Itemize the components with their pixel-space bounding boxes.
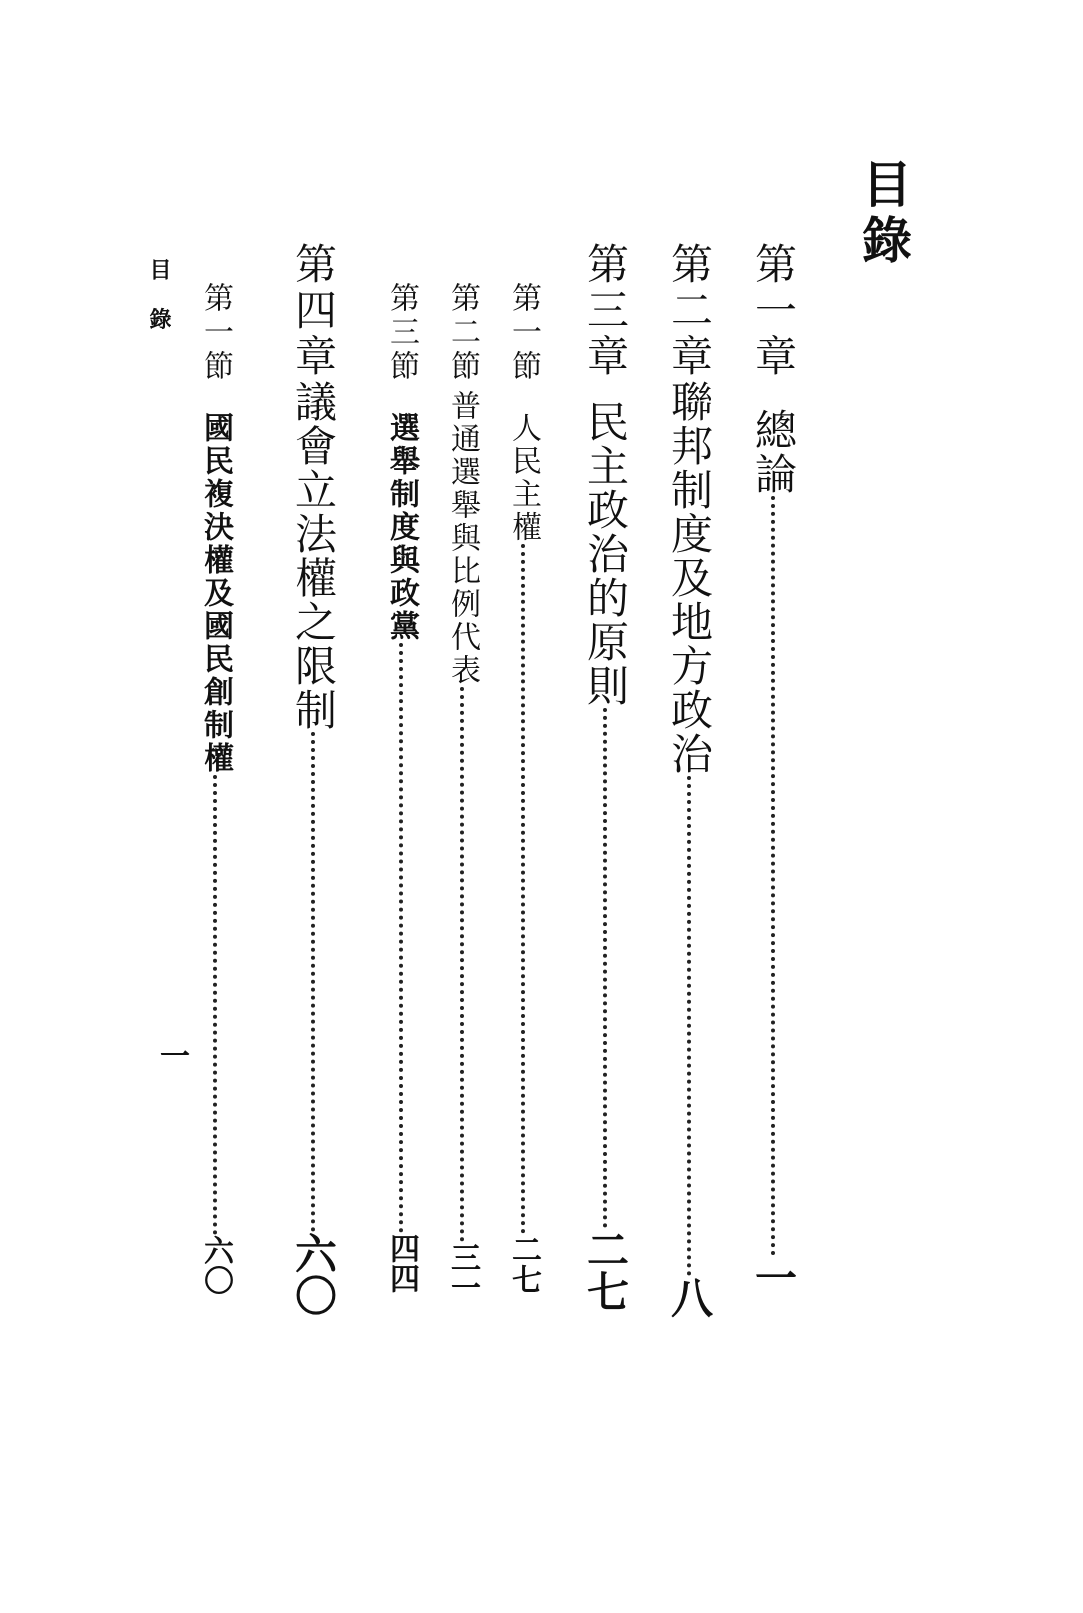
page-title: 目錄 bbox=[854, 158, 913, 270]
toc-entry-section-3-1[interactable] bbox=[506, 282, 541, 1302]
dot-leader bbox=[603, 708, 607, 1228]
entry-heading: 議會立法權之限制 bbox=[289, 380, 338, 732]
dot-leader bbox=[311, 732, 315, 1232]
entry-heading: 聯邦制度及地方政治 bbox=[665, 380, 714, 776]
entry-heading: 普通選舉與比例代表 bbox=[445, 390, 480, 687]
entry-label: 第三節 bbox=[384, 282, 419, 384]
entry-label: 第一節 bbox=[198, 282, 233, 384]
entry-page-number: 四四 bbox=[384, 1233, 419, 1293]
toc-entry-chapter-3[interactable] bbox=[581, 242, 630, 1312]
entry-heading: 國民複決權及國民創制權 bbox=[198, 412, 233, 775]
entry-page-number: 八 bbox=[665, 1276, 714, 1318]
entry-heading: 總論 bbox=[749, 408, 798, 496]
entry-label: 第一節 bbox=[506, 282, 541, 384]
entry-heading: 人民主權 bbox=[506, 412, 541, 544]
entry-label: 第二節 bbox=[445, 282, 480, 384]
entry-heading: 民主政治的原則 bbox=[581, 400, 630, 708]
entry-page-number: 二七 bbox=[506, 1234, 541, 1294]
toc-entry-section-4-1[interactable] bbox=[198, 282, 233, 1302]
entry-page-number: 六〇 bbox=[289, 1232, 338, 1316]
running-head: 目 錄 bbox=[146, 258, 172, 340]
dot-leader bbox=[687, 776, 691, 1276]
folio-page-number: 一 bbox=[154, 1040, 189, 1070]
entry-page-number: 六〇 bbox=[198, 1235, 233, 1295]
entry-page-number: 二七 bbox=[581, 1228, 630, 1312]
dot-leader bbox=[521, 544, 525, 1234]
entry-page-number: 三一 bbox=[445, 1242, 480, 1302]
entry-label: 第一章 bbox=[749, 242, 798, 380]
toc-entry-chapter-4[interactable] bbox=[289, 242, 338, 1316]
toc-entry-chapter-2[interactable] bbox=[665, 242, 714, 1318]
entry-label: 第三章 bbox=[581, 242, 630, 380]
toc-entry-section-3-3[interactable] bbox=[384, 282, 419, 1302]
entry-heading: 選舉制度與政黨 bbox=[384, 412, 419, 643]
toc-entry-chapter-1[interactable] bbox=[749, 242, 798, 1312]
entry-label: 第四章 bbox=[289, 242, 338, 380]
dot-leader bbox=[399, 643, 403, 1233]
dot-leader bbox=[213, 775, 217, 1235]
dot-leader bbox=[460, 687, 464, 1242]
entry-page-number: 一 bbox=[749, 1256, 798, 1298]
dot-leader bbox=[771, 496, 775, 1256]
entry-label: 第二章 bbox=[665, 242, 714, 380]
toc-entry-section-3-2[interactable] bbox=[445, 282, 480, 1302]
